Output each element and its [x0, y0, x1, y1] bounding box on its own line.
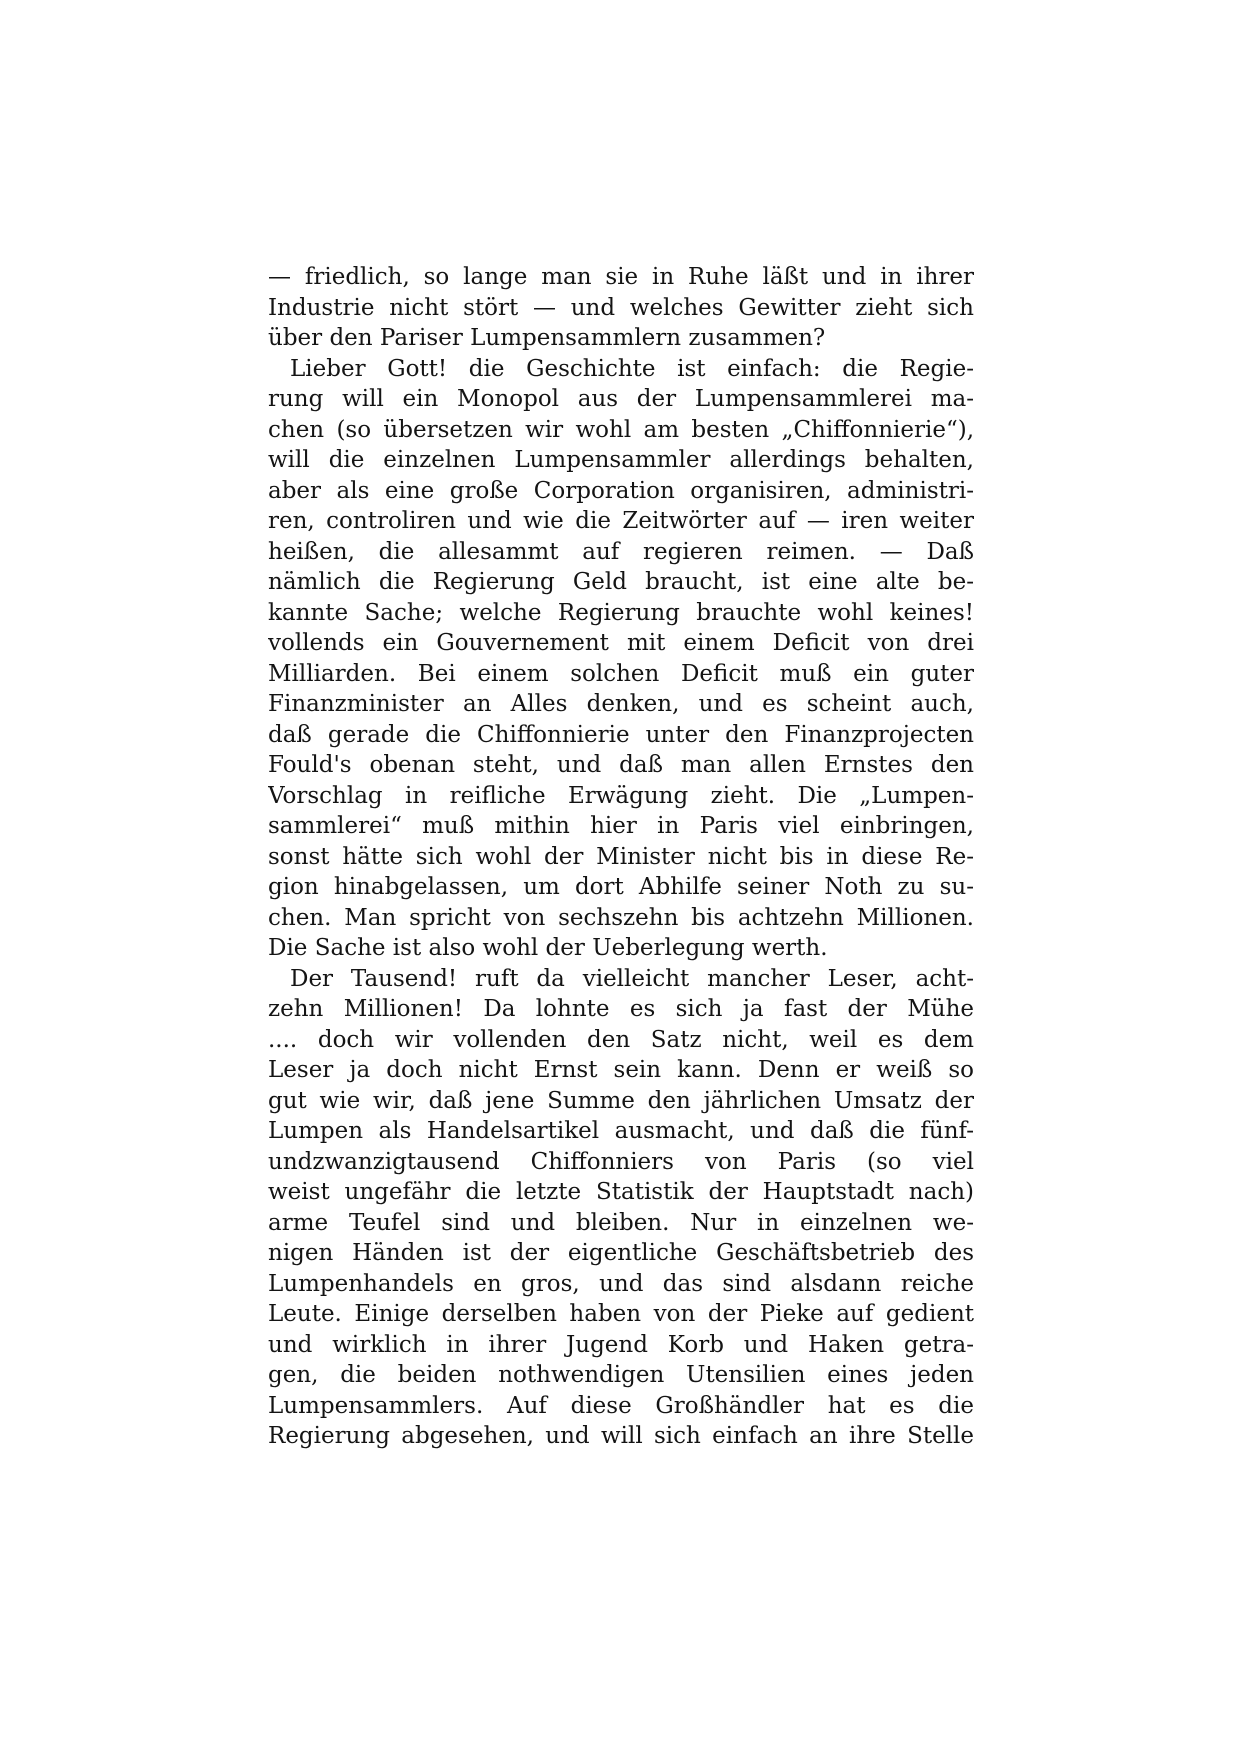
text-line: Milliarden. Bei einem solchen Deficit muß ein guter: [268, 660, 974, 687]
text-line: über den Pariser Lumpensammlern zusammen?: [268, 325, 826, 351]
text-line: gion hinabgelassen, um dort Abhilfe seiner Noth zu su-: [268, 874, 974, 900]
text-line: chen. Man spricht von sechszehn bis achtzehn Millionen.: [268, 904, 974, 931]
text-line: will die einzelnen Lumpensammler allerdings behalten,: [268, 447, 974, 473]
text-line: — friedlich, so lange man sie in Ruhe läßt und in ihrer: [268, 264, 974, 290]
text-line: zehn Millionen! Da lohnte es sich ja fast der Mühe: [268, 996, 974, 1022]
text-line: Fould's obenan steht, und daß man allen Ernstes den: [268, 752, 974, 778]
text-line: nigen Händen ist der eigentliche Geschäftsbetrieb des: [268, 1240, 974, 1266]
text-line: sonst hätte sich wohl der Minister nicht bis in diese Re-: [268, 843, 974, 870]
text-line: Leute. Einige derselben haben von der Pieke auf gedient: [268, 1301, 974, 1327]
text-line: Vorschlag in reifliche Erwägung zieht. Die „Lumpen-: [268, 782, 974, 809]
text-line: arme Teufel sind und bleiben. Nur in einzelnen we-: [268, 1209, 974, 1236]
text-line: vollends ein Gouvernement mit einem Deficit von drei: [268, 630, 974, 656]
text-line: Finanzminister an Alles denken, und es scheint auch,: [268, 691, 974, 717]
text-line: daß gerade die Chiffonnierie unter den Finanzprojecten: [268, 721, 974, 748]
text-line: Der Tausend! ruft da vielleicht mancher Leser, acht-: [290, 965, 974, 992]
text-line: gen, die beiden nothwendigen Utensilien eines jeden: [268, 1362, 974, 1388]
text-line: gut wie wir, daß jene Summe den jährlichen Umsatz der: [268, 1087, 974, 1114]
text-line: sammlerei“ muß mithin hier in Paris viel einbringen,: [268, 813, 974, 839]
text-line: Regierung abgesehen, und will sich einfach an ihre Stelle: [268, 1423, 974, 1449]
text-line: Die Sache ist also wohl der Ueberlegung werth.: [268, 935, 828, 961]
text-line: aber als eine große Corporation organisiren, administri-: [268, 477, 974, 504]
text-line: Industrie nicht stört — und welches Gewitter zieht sich: [268, 294, 974, 321]
text-line: und wirklich in ihrer Jugend Korb und Haken getra-: [268, 1331, 974, 1358]
text-line: Leser ja doch nicht Ernst sein kann. Denn er weiß so: [268, 1057, 974, 1083]
text-line: Lieber Gott! die Geschichte ist einfach: die Regie-: [290, 355, 974, 382]
text-line: chen (so übersetzen wir wohl am besten „Chiffonnierie“),: [268, 416, 974, 443]
text-line: Lumpen als Handelsartikel ausmacht, und daß die fünf-: [268, 1118, 974, 1144]
text-line: nämlich die Regierung Geld braucht, ist eine alte be-: [268, 569, 974, 595]
text-line: undzwanzigtausend Chiffonniers von Paris (so viel: [268, 1148, 974, 1175]
text-line: Lumpenhandels en gros, und das sind alsdann reiche: [268, 1270, 974, 1297]
text-line: ren, controliren und wie die Zeitwörter auf — iren weiter: [268, 508, 974, 534]
text-line: weist ungefähr die letzte Statistik der Hauptstadt nach): [268, 1179, 974, 1205]
text-line: .... doch wir vollenden den Satz nicht, weil es dem: [268, 1026, 974, 1053]
text-line: kannte Sache; welche Regierung brauchte wohl keines!: [268, 599, 974, 626]
text-line: heißen, die allesammt auf regieren reimen. — Daß: [268, 538, 974, 565]
text-line: rung will ein Monopol aus der Lumpensammlerei ma-: [268, 386, 974, 412]
text-line: Lumpensammlers. Auf diese Großhändler hat es die: [268, 1392, 974, 1419]
body-text: [268, 262, 974, 1452]
